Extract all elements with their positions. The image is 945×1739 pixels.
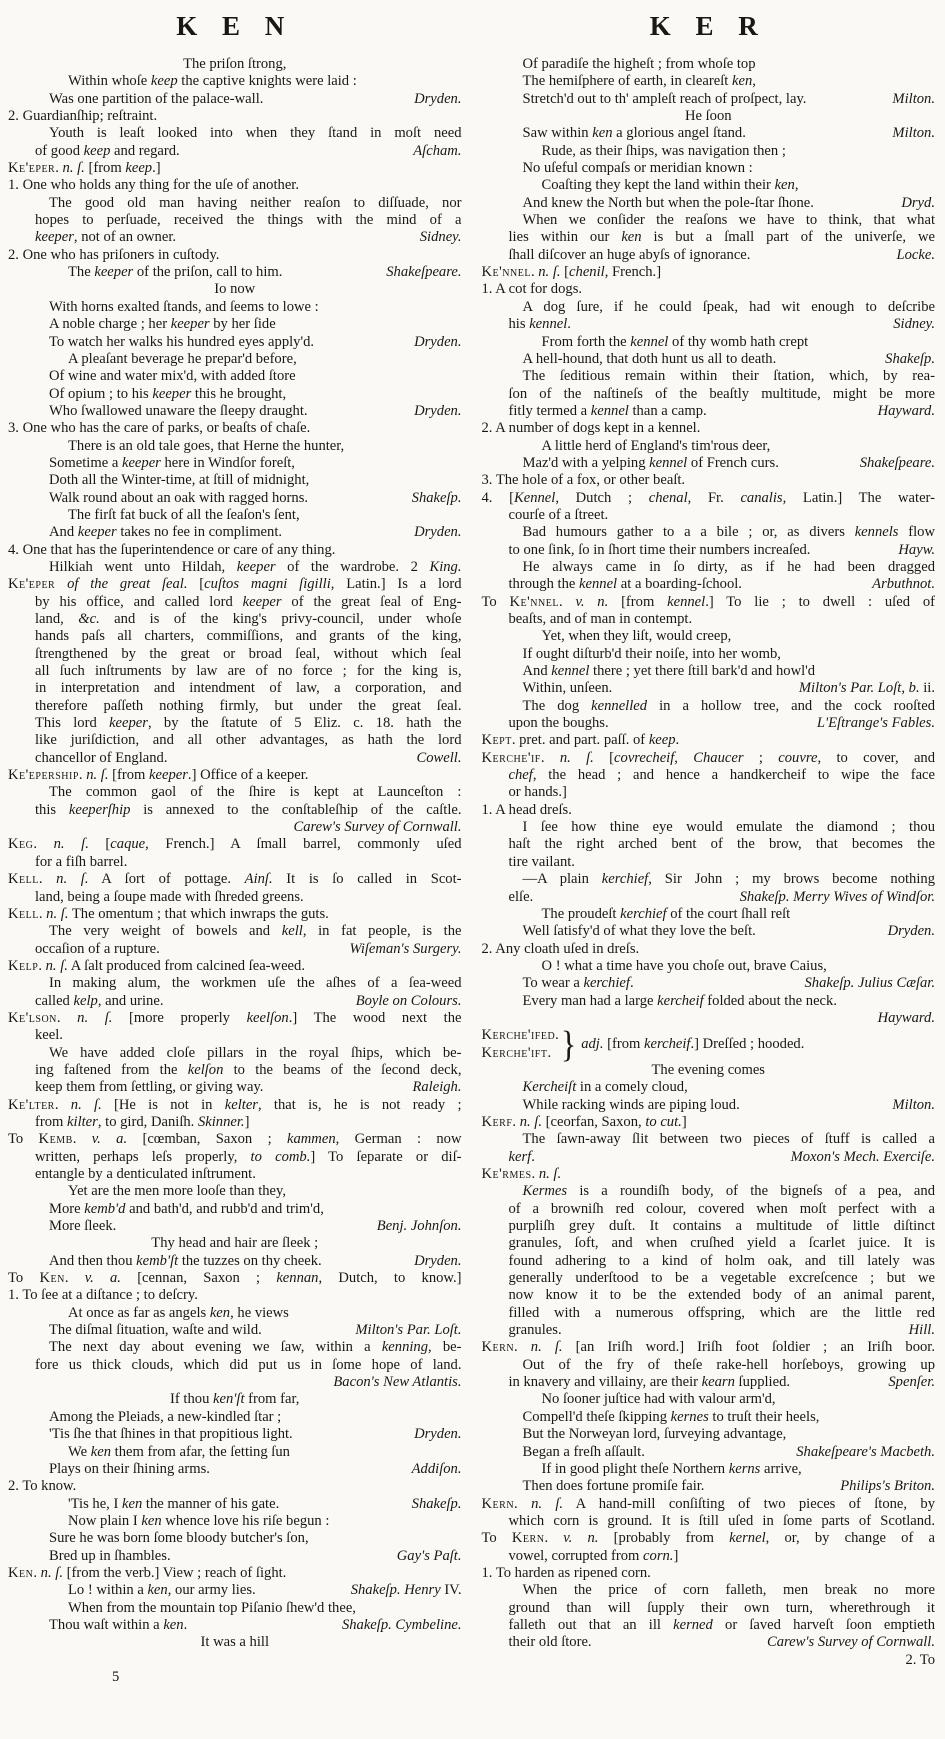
brace-glyph: } — [560, 1023, 577, 1065]
text-line: Yet are the men more looſe than they, — [68, 1183, 287, 1200]
text-line: Kerche'if. n. ſ. [covrecheif, Chaucer ; couvre, to cover, and — [481, 749, 936, 766]
text-line: Spenſer. in knavery and villainy, are their kearn ſupplied. — [508, 1374, 935, 1391]
text-line: Shakeſpeare's Macbeth. Began a freſh aſſault. — [522, 1443, 935, 1460]
text-line: hopes to perſuade, received the things with the mind of a — [35, 212, 462, 229]
text-line: No uſeful compaſs or meridian known : — [522, 160, 753, 177]
text-line: 4. [Kennel, Dutch ; chenal, Fr. canalis, Latin.] The water- — [481, 489, 935, 506]
text-line: Keg. n. ſ. [caque, French.] A ſmall barrel, commonly uſed — [8, 836, 462, 853]
source-attribution: L'Eſtrange's Fables. — [816, 715, 935, 732]
text-line: Cowell. chancellor of England. — [35, 749, 462, 766]
text-line: like juriſdiction, and all other advantages, as hath the lord — [35, 732, 462, 749]
text-line: lies within our ken is but a ſmall part of the univerſe, we — [508, 229, 936, 246]
text-line: The ſawn-away ſlit between two pieces of ſtuff is called a — [522, 1131, 935, 1148]
text-line: Kell. n. ſ. A ſort of pottage. Ainſ. It is ſo called in Scot- — [8, 871, 462, 888]
text-line: 3. One who has the care of parks, or beaſts of chaſe. — [8, 420, 311, 437]
text-line: Dryden. To watch her walks his hundred eyes apply'd. — [49, 333, 462, 350]
text-line: Kern. n. ſ. A hand-mill conſiſting of two pieces of ſtone, by — [481, 1495, 936, 1512]
text-line: The hemiſphere of earth, in cleareſt ken, — [522, 73, 756, 90]
text-line: Shakeſp. A hell-hound, that doth hunt us all to death. — [522, 350, 935, 367]
text-line: Bad humours gather to a a bile ; or, as divers kennels flow — [522, 524, 936, 541]
text-line: Compell'd theſe ſkipping kernes to truſt their heels, — [522, 1408, 820, 1425]
source-attribution: Wiſeman's Surgery. — [349, 940, 462, 957]
source-attribution: Dryden. — [414, 333, 462, 350]
source-attribution: Dryden. — [414, 402, 462, 419]
text-line: We have added cloſe pillars in the royal ſhips, which be- — [49, 1044, 462, 1061]
text-line: When the price of corn falleth, men break no more — [522, 1582, 935, 1599]
text-line: In making alum, the workmen uſe the aſhes of a ſea-weed — [49, 975, 462, 992]
text-line: Shakeſp. Henry IV. Lo ! within a ken, our army lies. — [68, 1582, 462, 1599]
text-line: 1. To ſee at a diſtance ; to deſcry. — [8, 1287, 198, 1304]
text-line: Ke'lson. n. ſ. [more properly keelſon.] The wood next the — [8, 1009, 462, 1026]
text-line: Shakeſpeare. The keeper of the priſon, call to him. — [68, 264, 462, 281]
text-line: 4. One that has the ſuperintendence or care of any thing. — [8, 541, 336, 558]
text-line: To Kern. v. n. [probably from kernel, or, by change of a — [481, 1530, 936, 1547]
text-line: Dryd. And knew the North but when the pole-ſtar ſhone. — [522, 194, 935, 211]
text-line: of a browniſh red colour, covered when moſt perfect with a — [508, 1200, 935, 1217]
source-attribution: Shakeſpeare. — [859, 454, 935, 471]
text-line: Milton's Par. Loſt, b. ii. Within, unſeen. — [522, 680, 935, 697]
text-line: entangle by a denticulated inſtrument. — [35, 1166, 256, 1182]
source-attribution: Raleigh. — [412, 1079, 462, 1096]
text-line: Kern. n. ſ. [an Iriſh word.] Iriſh foot ſoldier ; an Iriſh boor. — [481, 1339, 936, 1356]
source-attribution: Milton. — [892, 90, 935, 107]
source-attribution: Hayward. — [877, 402, 935, 419]
brace-entry — [481, 1023, 936, 1065]
text-line: purpliſh grey duſt. It contains a multitude of little diſtinct — [508, 1218, 935, 1235]
source-attribution: Locke. — [896, 246, 935, 263]
source-attribution: Philips's Briton. — [840, 1478, 935, 1495]
text-line: in interpretation and intendment of law, a corporation, and — [35, 680, 462, 697]
source-attribution: Dryden. — [414, 1252, 462, 1269]
text-line: Wiſeman's Surgery. occaſion of a rupture. — [35, 940, 462, 957]
text-line: courſe of a ſtreet. — [508, 506, 609, 523]
source-attribution: Milton's Par. Loſt, b. ii. — [798, 680, 935, 697]
text-line: No ſooner juſtice had with valour arm'd, — [541, 1391, 776, 1408]
text-line: The good old man having neither reaſon to diſſuade, nor — [49, 194, 462, 211]
text-line: Ke'eper. n. ſ. [from keep.] — [8, 160, 161, 177]
text-line: Dryden. And keeper takes no fee in compliment. — [49, 524, 462, 541]
text-line: It was a hill — [200, 1634, 269, 1651]
text-line: tire vailant. — [508, 853, 575, 870]
text-line: He ſoon — [684, 108, 732, 125]
text-line: Moxon's Mech. Exerciſe. kerf. — [508, 1148, 935, 1165]
text-line: To Kemb. v. a. [cœmban, Saxon ; kammen, German : now — [8, 1131, 462, 1148]
source-attribution: Shakeſp. Cymbeline. — [341, 1616, 462, 1633]
text-line: land, &c. and is of the king's privy-council, under whoſe — [35, 611, 462, 627]
text-line: generally underſtood to be a vegetable excreſcence ; but we — [508, 1270, 935, 1287]
source-attribution: Addiſon. — [411, 1460, 462, 1477]
source-attribution: Shakeſp. — [411, 489, 462, 506]
text-line: therefore paſſeth nothing firmly, but under the great ſeal. — [35, 697, 462, 714]
text-line: Kerf. n. ſ. [ceorfan, Saxon, to cut.] — [481, 1113, 687, 1130]
text-line: Locke. ſhall diſcover an huge abyſs of ignorance. — [508, 246, 935, 263]
source-attribution: Sidney. — [419, 229, 462, 246]
text-line: Sidney. keeper, not of an owner. — [35, 229, 462, 246]
text-line: Arbuthnot. through the kennel at a boarding-ſchool. — [508, 576, 935, 593]
text-line: Hayward. fitly termed a kennel than a camp. — [508, 402, 935, 419]
text-line: Hill. granules. — [508, 1322, 935, 1339]
text-line: Youth is leaſt looked into when they ſtand in moſt need — [49, 125, 462, 142]
text-line: More kemb'd and bath'd, and rubb'd and trim'd, — [49, 1200, 324, 1217]
text-line: land, being a ſoupe made with ſhreded greens. — [35, 888, 304, 905]
text-line: Out of the fry of theſe rake-hell horſeboys, growing up — [522, 1356, 935, 1373]
text-line: The proudeſt kerchief of the court ſhall reſt — [541, 905, 791, 922]
text-line: falleth out that an ill kerned or ſaved harveſt ſoon emptieth — [508, 1616, 935, 1633]
text-line: 1. A cot for dogs. — [481, 281, 583, 298]
left-running-head: K E N — [176, 11, 294, 41]
text-line: Hayward. — [877, 1009, 935, 1026]
text-line: Kercheiſt in a comely cloud, — [522, 1079, 688, 1096]
text-line: Ke'lter. n. ſ. [He is not in kelter, that is, he is not ready ; — [8, 1096, 462, 1113]
text-line: Hayw. to one ſink, ſo in ſhort time their numbers increaſed. — [508, 541, 935, 558]
source-attribution: Shakeſp. Julius Cæſar. — [804, 975, 935, 992]
text-line: Every man had a large kercheif folded about the neck. — [522, 992, 837, 1009]
text-line: Kept. pret. and part. paſſ. of keep. — [481, 732, 680, 749]
text-line: written, perhaps leſs properly, to comb.] To ſeparate or diſ- — [35, 1148, 462, 1165]
source-attribution: Shakeſp. — [411, 1495, 462, 1512]
text-line: The evening comes — [651, 1061, 765, 1078]
source-attribution: Hill. — [908, 1322, 935, 1339]
text-line: A noble charge ; her keeper by her ſide — [49, 316, 276, 333]
source-attribution: Dryden. — [887, 923, 935, 940]
source-attribution: Milton. — [892, 125, 935, 142]
text-line: There is an old tale goes, that Herne the hunter, — [68, 437, 345, 454]
source-attribution: Shakeſp. Merry Wives of Windſor. — [739, 888, 935, 905]
text-line: —A plain kerchief, Sir John ; my brows become nothing — [522, 871, 936, 888]
text-line: by his office, and called lord keeper of the great ſeal of Eng- — [35, 593, 462, 610]
text-line: found adhering to a kind of holm oak, and till lately was — [508, 1252, 935, 1269]
text-line: When we conſider the reaſons we have to think, that what — [522, 212, 935, 229]
text-line: Milton. While racking winds are piping loud. — [522, 1096, 935, 1113]
brace-definition: adj. [from kercheif.] Dreſſed ; hooded. — [581, 1035, 805, 1052]
text-line: Ke'nnel. n. ſ. [chenil, French.] — [481, 264, 662, 281]
text-line: 2. Guardianſhip; reſtraint. — [8, 108, 158, 125]
text-line: To Ke'nnel. v. n. [from kennel.] To lie ; to dwell : uſed of — [481, 593, 935, 610]
text-line: Of opium ; to his keeper this he brought, — [49, 385, 287, 402]
source-attribution: Milton. — [892, 1096, 935, 1113]
text-line: Raleigh. keep them from ſettling, or giving way. — [35, 1079, 462, 1096]
text-line: Kell. n. ſ. The omentum ; that which inwraps the guts. — [8, 905, 329, 922]
text-line: all ſuch inſtruments by law are of no force ; for the king is, — [35, 663, 462, 680]
text-line: Shakeſp. Walk round about an oak with ragged horns. — [49, 489, 462, 506]
text-line: Ke'epership. n. ſ. [from keeper.] Office of a keeper. — [8, 767, 309, 784]
text-line: Coaſting they kept the land within their ken, — [541, 177, 799, 194]
text-line: Boyle on Colours. called kelp, and urine. — [35, 992, 462, 1009]
source-attribution: Carew's Survey of Cornwall. — [767, 1634, 935, 1651]
text-line: Shakeſp. 'Tis he, I ken the manner of his gate. — [68, 1495, 462, 1512]
text-line: Carew's Survey of Cornwall. their old ſtore. — [508, 1634, 935, 1651]
text-line: Dryden. Was one partition of the palace-wall. — [49, 90, 462, 107]
text-line: ing faſtened from the kelſon to the beams of the ſecond deck, — [35, 1061, 462, 1078]
source-attribution: Dryden. — [414, 90, 462, 107]
source-attribution: Dryden. — [414, 1426, 462, 1443]
text-line: chef, the head ; and hence a handkercheif to wipe the face — [508, 767, 935, 784]
text-line: 1. To harden as ripened corn. — [481, 1564, 651, 1581]
text-line: Ke'eper of the great ſeal. [cuſtos magni ſigilli, Latin.] Is a lord — [8, 576, 462, 593]
text-line: Of wine and water mix'd, with added ſtore — [49, 368, 296, 385]
text-line: The next day about evening we ſaw, within a kenning, be- — [49, 1339, 462, 1356]
text-line: Thy head and hair are ſleek ; — [151, 1235, 319, 1252]
source-attribution: Shakeſp. — [885, 350, 935, 367]
text-line: The ſeditious remain within their ſtation, which, by rea- — [522, 368, 935, 385]
text-line: Doth all the Winter-time, at ſtill of midnight, — [49, 472, 310, 489]
text-line: filled with a numerous offspring, which are the little red — [508, 1304, 935, 1321]
text-line: fore us thick clouds, which did put us in ſome hope of land. — [35, 1356, 462, 1373]
text-line: Among the Pleiads, a new-kindled ſtar ; — [49, 1408, 282, 1425]
text-line: Shakeſpeare. Maz'd with a yelping kennel of French curs. — [522, 454, 935, 471]
text-line: Milton's Par. Loſt. The diſmal ſituation, waſte and wild. — [49, 1322, 462, 1339]
text-line: L'Eſtrange's Fables. upon the boughs. — [508, 715, 935, 732]
text-line: Sure he was born ſome bloody butcher's ſon, — [49, 1530, 309, 1547]
text-line: ſtrengthened by the great or broad ſeal, without which ſeal — [35, 645, 462, 662]
text-line: The firſt fat buck of all the ſeaſon's ſent, — [68, 506, 300, 523]
source-attribution: Boyle on Colours. — [355, 992, 462, 1009]
text-line: or hands.] — [508, 784, 567, 801]
text-line: But the Norweyan lord, ſurveying advantage, — [522, 1426, 787, 1443]
text-line: 1. One who holds any thing for the uſe of another. — [8, 177, 300, 194]
text-line: This lord keeper, by the ſtatute of 5 Eliz. c. 18. hath the — [35, 715, 462, 732]
text-line: keel. — [35, 1027, 63, 1044]
text-line: The dog kennelled in a hollow tree, and the cock rooſted — [522, 697, 935, 714]
text-line: Shakeſp. Cymbeline. Thou waſt within a ken. — [49, 1616, 462, 1633]
text-line: for a fiſh barrel. — [35, 853, 128, 870]
text-line: Aſcham. of good keep and regard. — [35, 142, 462, 159]
text-line: O ! what a time have you choſe out, brave Caius, — [541, 957, 827, 974]
catchword: 2. To — [905, 1651, 935, 1668]
source-attribution: Aſcham. — [413, 142, 462, 159]
text-line: Io now — [214, 281, 256, 298]
text-line: 2. To know. — [8, 1478, 77, 1495]
text-line: A dog ſure, if he could ſpeak, had wit enough to deſcribe — [522, 298, 935, 315]
source-attribution: Dryden. — [414, 524, 462, 541]
right-column — [482, 6, 936, 1686]
signature-number: 5 — [112, 1668, 120, 1685]
text-line: Dryden. And then thou kemb'ſt the tuzzes on thy cheek. — [49, 1252, 462, 1269]
source-attribution: Sidney. — [893, 316, 935, 333]
text-line: Of paradiſe the higheſt ; from whoſe top — [522, 56, 756, 72]
text-line: ground than will ſupply their own turn, wherethrough it — [508, 1599, 935, 1616]
text-line: Kermes is a roundiſh body, of the bigneſs of a pea, and — [522, 1183, 935, 1200]
text-line: A pleaſant beverage he prepar'd before, — [68, 350, 297, 367]
text-line: Rude, as their ſhips, was navigation then ; — [541, 142, 786, 159]
text-line: beaſts, and of man in contempt. — [508, 611, 693, 627]
text-line: from kilter, to gird, Daniſh. Skinner.] — [35, 1113, 250, 1130]
source-attribution: Shakeſpeare's Macbeth. — [796, 1443, 935, 1460]
text-line: He always came in ſo dirty, as if he had been dragged — [522, 558, 935, 575]
text-line: Sometime a keeper here in Windſor foreſt, — [49, 454, 295, 471]
source-attribution: Gay's Paſt. — [396, 1547, 462, 1564]
text-line: Now plain I ken whence love his riſe begun : — [68, 1512, 330, 1529]
source-attribution: Hayw. — [898, 541, 935, 558]
text-line: Shakeſp. Julius Cæſar. To wear a kerchief. — [522, 975, 935, 992]
text-line: A little herd of England's tim'rous deer, — [541, 437, 771, 454]
source-attribution: Shakeſpeare. — [386, 264, 462, 281]
left-column — [8, 6, 462, 1686]
text-line: Within whoſe keep the captive knights were laid : — [68, 73, 357, 90]
text-line: The priſon ſtrong, — [183, 56, 287, 72]
text-line: With horns exalted ſtands, and ſeems to lowe : — [49, 298, 319, 315]
text-line: 3. The hole of a fox, or other beaſt. — [481, 472, 686, 489]
text-line: which corn is ground. It is ſtill uſed in ſome parts of Scotland. — [508, 1512, 935, 1529]
source-attribution: Arbuthnot. — [872, 576, 935, 593]
text-line: Yet, when they liſt, would creep, — [541, 628, 732, 645]
text-line: this keeperſhip is annexed to the conſtableſhip of the caſtle. — [35, 801, 462, 818]
text-line: Ken. n. ſ. [from the verb.] View ; reach of ſight. — [8, 1564, 287, 1581]
text-line: ſon of the naſtineſs of the beaſtly multitude, might be more — [508, 385, 935, 402]
source-attribution: Cowell. — [416, 749, 462, 766]
text-line: Benj. Johnſon. More ſleek. — [49, 1218, 462, 1235]
text-line: If in good plight theſe Northern kerns arrive, — [541, 1460, 802, 1477]
text-line: Dryden. Who ſwallowed unaware the ſleepy draught. — [49, 402, 462, 419]
text-line: now know it to be the extended body of an animal parent, — [508, 1287, 935, 1304]
text-line: And kennel there ; yet there ſtill bark'd and howl'd — [522, 663, 816, 680]
source-attribution: Moxon's Mech. Exerciſe. — [790, 1148, 935, 1165]
text-line: Addiſon. Plays on their ſhining arms. — [49, 1460, 462, 1477]
text-line: 2. Any cloath uſed in dreſs. — [481, 940, 640, 957]
source-attribution: Shakeſp. Henry IV. — [350, 1582, 462, 1599]
text-line: Dryden. 'Tis ſhe that ſhines in that propitious light. — [49, 1426, 462, 1443]
text-line: The common gaol of the ſhire is kept at Launceſton : — [49, 784, 462, 801]
source-attribution: Spenſer. — [888, 1374, 935, 1391]
right-running-head: K E R — [649, 11, 767, 41]
text-line: granules, ſoft, and when cruſhed yield a ſcarlet juice. It is — [508, 1235, 935, 1252]
text-line: Milton. Saw within ken a glorious angel ſtand. — [522, 125, 935, 142]
text-line: 2. A number of dogs kept in a kennel. — [481, 420, 701, 437]
text-line: vowel, corrupted from corn.] — [508, 1547, 679, 1564]
text-line: Bacon's New Atlantis. — [333, 1374, 462, 1391]
text-line: Ke'rmes. n. ſ. — [481, 1166, 562, 1183]
text-line: If thou ken'ſt from far, — [170, 1391, 300, 1408]
text-line: To Ken. v. a. [cennan, Saxon ; kennan, Dutch, to know.] — [8, 1270, 462, 1287]
text-line: haſt the right arched bent of the brow, that becomes the — [508, 836, 935, 853]
text-line: Kelp. n. ſ. A ſalt produced from calcined ſea-weed. — [8, 957, 305, 974]
text-line: I ſee how thine eye would emulate the diamond ; thou — [522, 819, 935, 836]
text-line: At once as far as angels ken, he views — [68, 1304, 289, 1321]
text-line: Gay's Paſt. Bred up in ſhambles. — [49, 1547, 462, 1564]
source-attribution: Benj. Johnſon. — [376, 1218, 462, 1235]
text-line: 1. A head dreſs. — [481, 801, 572, 818]
text-line: Hilkiah went unto Hildah, keeper of the wardrobe. 2 King. — [49, 558, 462, 575]
text-line: Sidney. his kennel. — [508, 316, 935, 333]
text-line: From forth the kennel of thy womb hath crept — [541, 333, 809, 350]
text-line: We ken them from afar, the ſetting ſun — [68, 1443, 290, 1460]
text-line: Shakeſp. Merry Wives of Windſor. elſe. — [508, 888, 935, 905]
text-line: The very weight of bowels and kell, in fat people, is the — [49, 923, 462, 940]
brace-headwords: Kerche'ifed. Kerche'ift. — [481, 1027, 559, 1061]
text-line: hands paſs all charters, commiſſions, and grants of the king, — [35, 628, 462, 645]
text-line: If ought diſturb'd their noiſe, into her womb, — [522, 645, 781, 662]
source-attribution: Dryd. — [901, 194, 935, 211]
text-line: When from the mountain top Piſanio ſhew'd thee, — [68, 1599, 356, 1616]
source-attribution: Milton's Par. Loſt. — [355, 1322, 462, 1339]
text-line: Dryden. Well ſatisfy'd of what they love the beſt. — [522, 923, 935, 940]
text-line: 2. One who has priſoners in cuſtody. — [8, 246, 220, 263]
text-line: Milton. Stretch'd out to th' ampleſt reach of proſpect, lay. — [522, 90, 935, 107]
columns-container — [8, 6, 935, 1686]
text-line: Carew's Survey of Cornwall. — [293, 819, 462, 836]
text-line: Philips's Briton. Then does fortune promiſe fair. — [522, 1478, 935, 1495]
